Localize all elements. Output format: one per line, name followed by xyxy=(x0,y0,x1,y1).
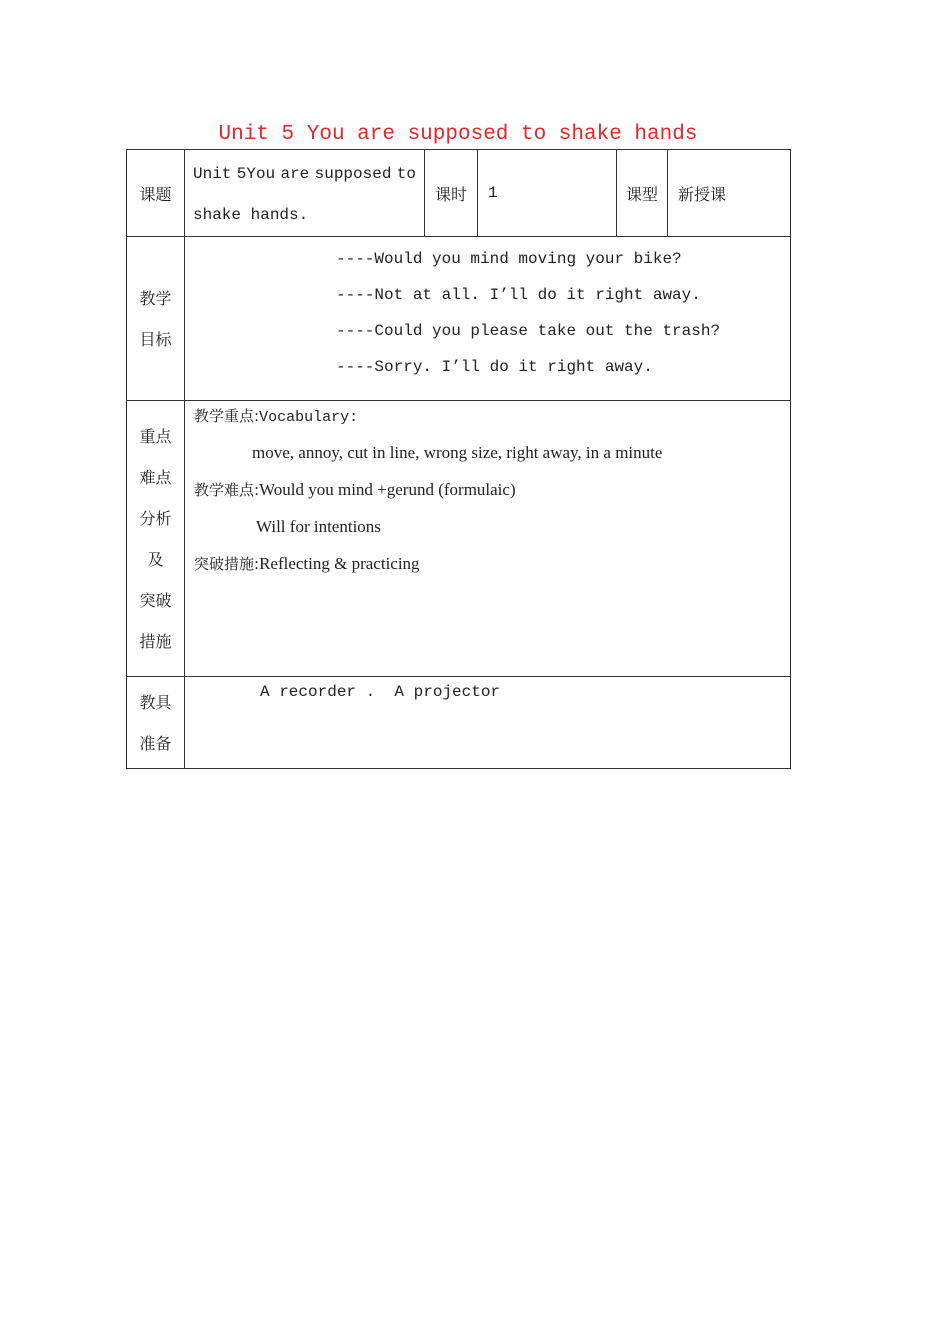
tools-text: A recorder . A projector xyxy=(185,677,791,769)
topic-label: 课题 xyxy=(127,150,185,237)
table-row xyxy=(127,401,791,677)
difficulty-extra: Will for intentions xyxy=(256,517,381,536)
key-points-cell xyxy=(185,401,791,677)
difficulty-label: 教学难点: xyxy=(194,481,260,499)
objective-line: ----Sorry. I’ll do it right away. xyxy=(336,358,653,376)
difficulty-text: Would you mind +gerund (formulaic) xyxy=(259,480,516,499)
vocab-list: move, annoy, cut in line, wrong size, right away, in a minute xyxy=(252,443,663,462)
measures-text: Reflecting & practicing xyxy=(259,554,420,573)
period-label: 课时 xyxy=(425,150,478,237)
objectives-cell xyxy=(185,237,791,401)
topic-word: are xyxy=(280,165,310,183)
topic-line2: shake hands. xyxy=(193,206,309,224)
focus-label: 教学重点: xyxy=(194,407,260,425)
page-title: Unit 5 You are supposed to shake hands xyxy=(218,123,698,146)
tools-label: 教具 准备 xyxy=(127,677,185,769)
type-value: 新授课 xyxy=(668,150,791,237)
topic-word: supposed xyxy=(314,165,392,183)
topic-word: to xyxy=(396,165,416,183)
key-points-label: 重点 难点 分析 及 突破 措施 xyxy=(127,401,185,677)
lesson-plan-table xyxy=(126,149,791,769)
period-value: 1 xyxy=(478,150,617,237)
topic-word: 5You xyxy=(236,165,276,183)
topic-cell xyxy=(185,150,425,237)
type-label: 课型 xyxy=(617,150,668,237)
objectives-label: 教学 目标 xyxy=(127,237,185,401)
topic-word: Unit xyxy=(193,165,232,183)
objective-line: ----Would you mind moving your bike? xyxy=(336,250,682,268)
table-row xyxy=(127,237,791,401)
measures-label: 突破措施: xyxy=(194,555,260,573)
focus-text: Vocabulary: xyxy=(259,409,359,426)
table-row xyxy=(127,150,791,237)
objective-line: ----Could you please take out the trash? xyxy=(336,322,721,340)
objective-line: ----Not at all. I’ll do it right away. xyxy=(336,286,701,304)
table-row xyxy=(127,677,791,769)
